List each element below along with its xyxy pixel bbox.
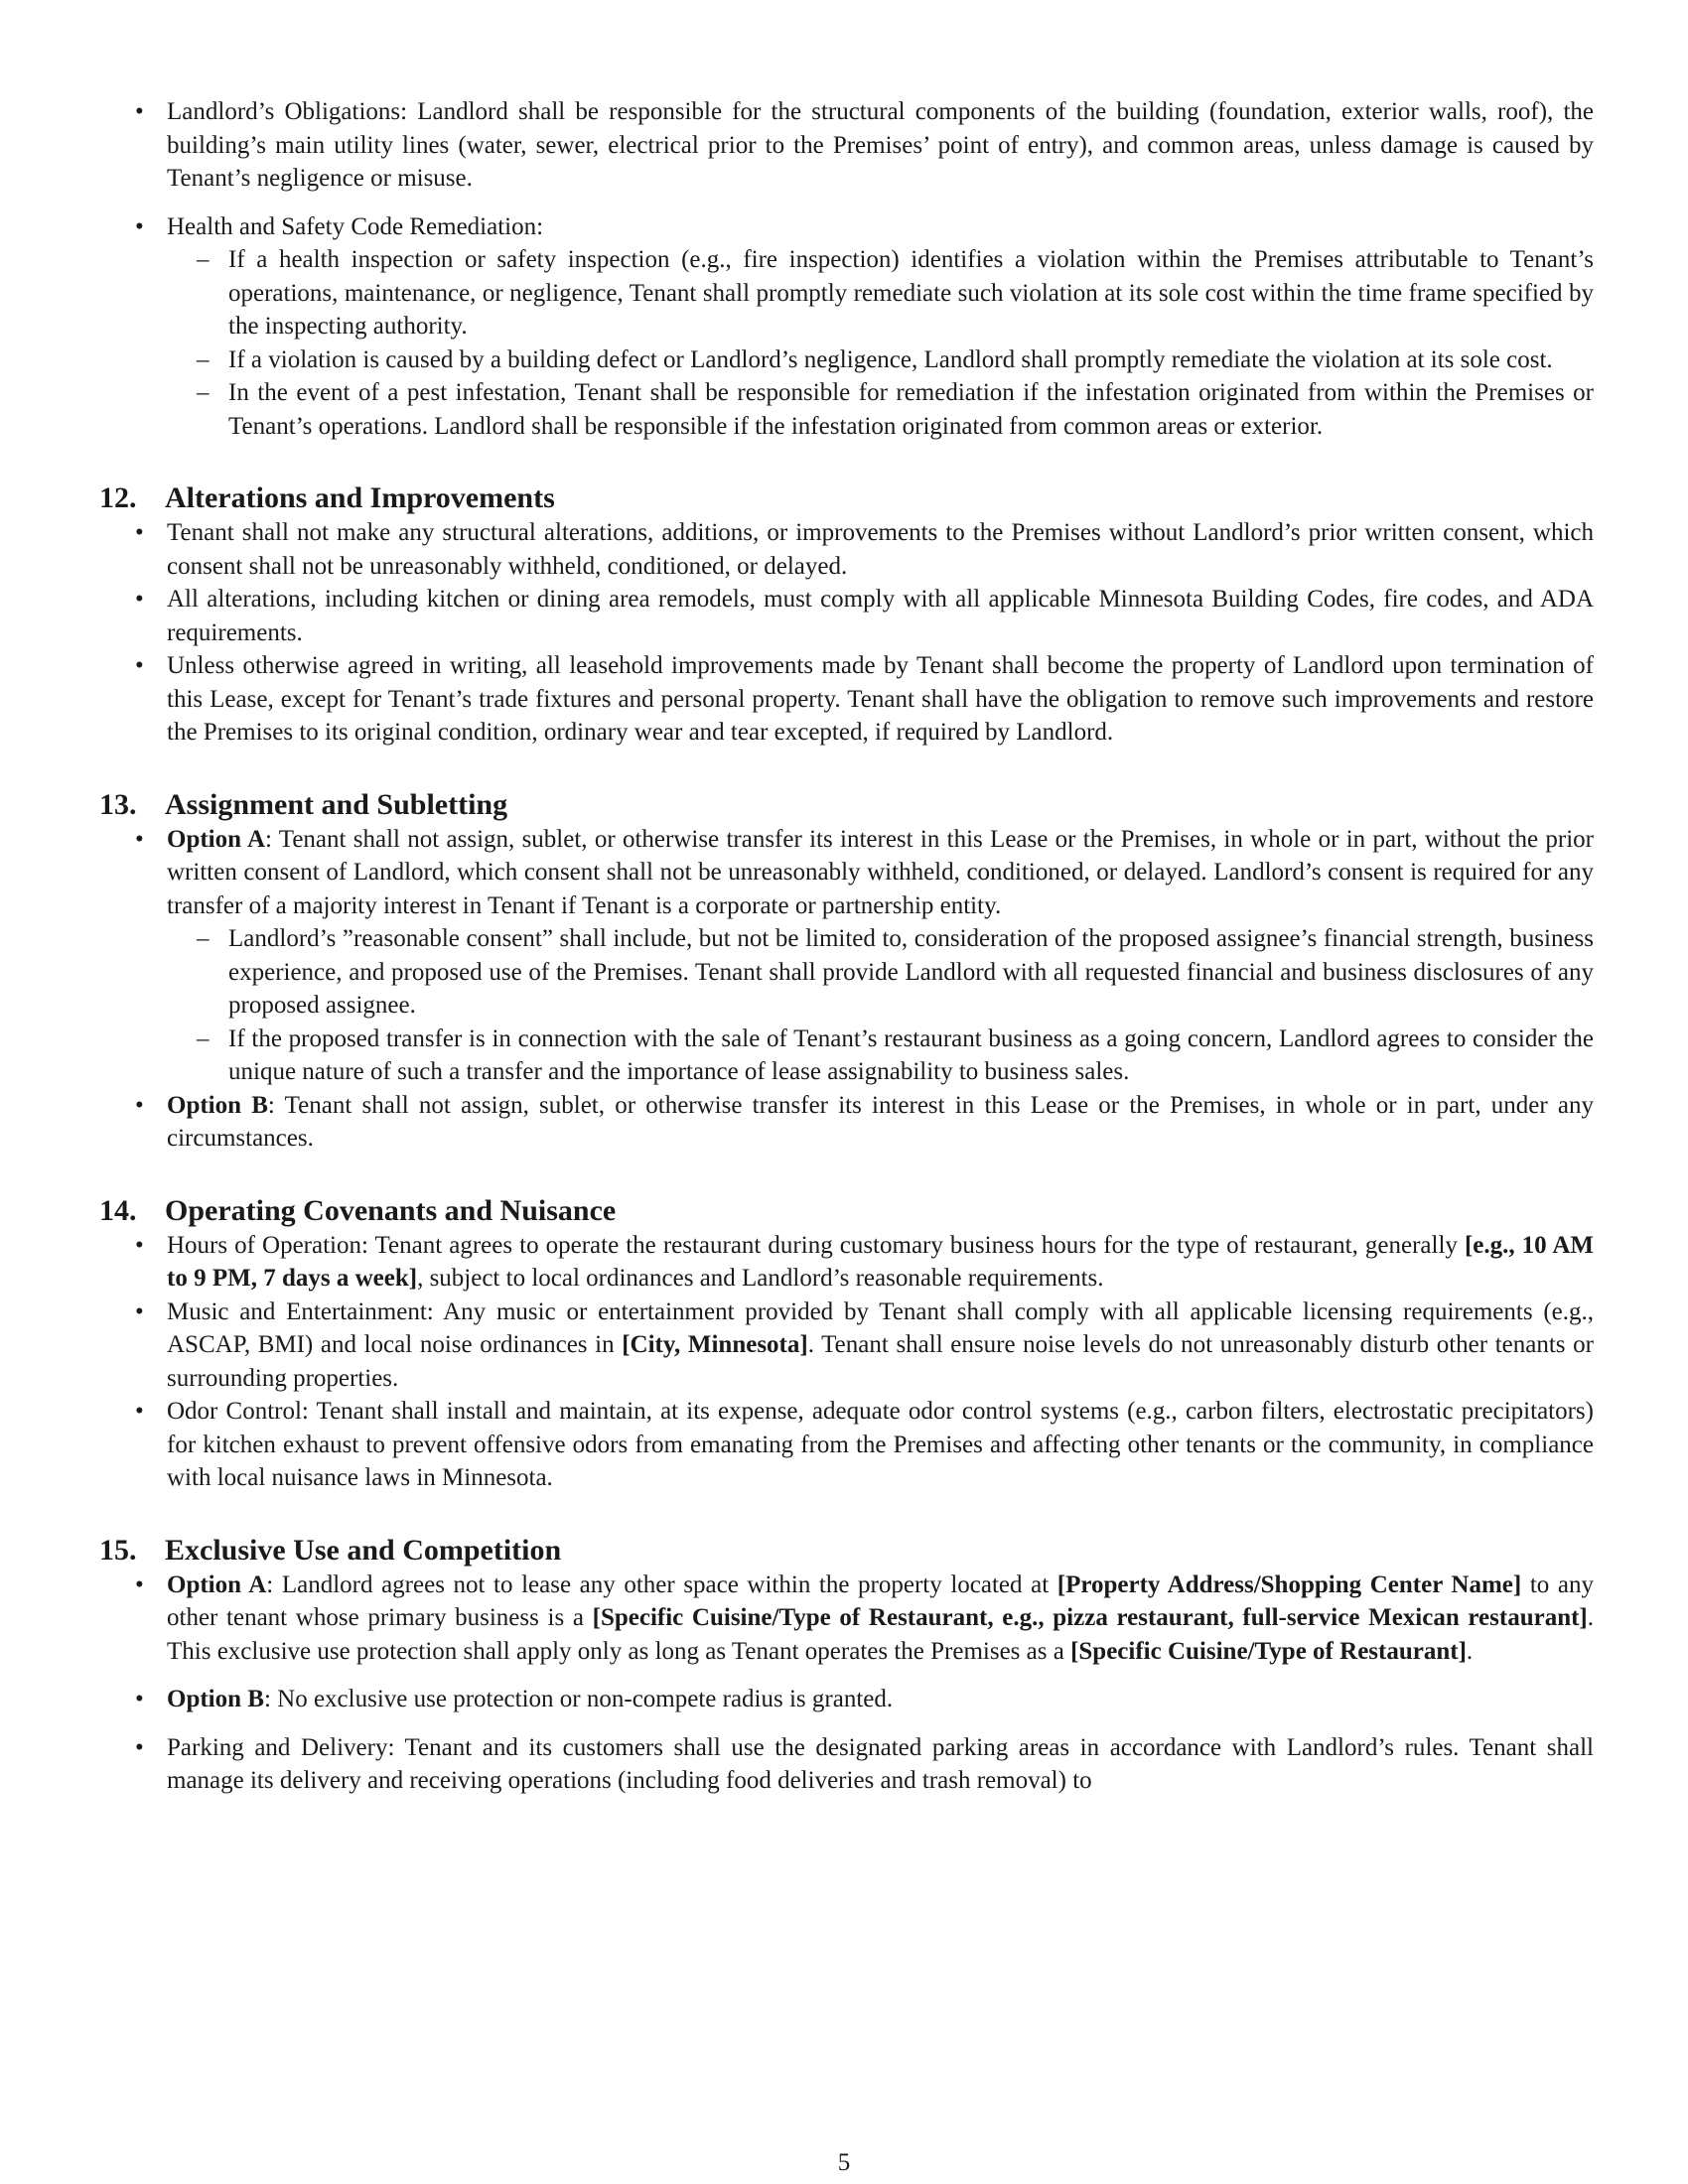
sub-list (167, 243, 1594, 443)
list-item: • Odor Control: Tenant shall install and maintain, at its expense, adequate odor control systems (e.g., carbon filters, electrostatic precipitators) for kitchen exhaust to prevent offensive odors from emanating from the Premises and affecting other tenants or the community, in compliance with local nuisance laws in Minnesota. (99, 1395, 1594, 1495)
section-heading: 15. Exclusive Use and Competition (99, 1533, 562, 1567)
section-heading: 12. Alterations and Improvements (99, 481, 555, 514)
section-heading: 13. Assignment and Subletting (99, 787, 508, 821)
section-15 (99, 1533, 1594, 1798)
option-label: Option B (167, 1091, 268, 1119)
list-item: • Option A: Tenant shall not assign, sublet, or otherwise transfer its interest in this Lease or the Premises, in whole or in part, without the prior written consent of Landlord, which consent shall not be unreasonably withheld, conditioned, or delayed. Landlord’s consent is required for any transfer of a majority interest in Tenant if Tenant is a corporate or partnership entity. – Landlord’s ”reasonable consent” shall include, but not be limited to, consideration of the proposed assignee’s financial strength, business experience, and proposed use of the Premises. Tenant shall provide Landlord with all requested financial and business disclosures of any proposed assignee. – If the proposed transfer is in connection with the sale of Tenant’s restaurant business as a going concern, Landlord agrees to consider the unique nature of such a transfer and the importance of lease assignability to business sales. (99, 823, 1594, 1089)
option-label: Option B (167, 1686, 264, 1712)
sub-list (167, 922, 1594, 1089)
list-item: • Parking and Delivery: Tenant and its customers shall use the designated parking areas in accordance with Landlord’s rules. Tenant shall manage its delivery and receiving operations (including food deliveries and trash removal) to (99, 1731, 1594, 1798)
sub-list-item: – If the proposed transfer is in connection with the sale of Tenant’s restaurant business as a going concern, Landlord agrees to consider the unique nature of such a transfer and the importance of lease assignability to business sales. (167, 1023, 1594, 1089)
sub-list-item: – If a violation is caused by a building defect or Landlord’s negligence, Landlord shall promptly remediate the violation at its sole cost. (167, 343, 1594, 377)
list-item: • Health and Safety Code Remediation: – If a health inspection or safety inspection (e.g., fire inspection) identifies a violation within the Premises attributable to Tenant’s operations, maintenance, or negligence, Tenant shall promptly remediate such violation at its sole cost within the time frame specified by the inspecting authority. – If a violation is caused by a building defect or Landlord’s negligence, Landlord shall promptly remediate the violation at its sole cost. – In the event of a pest infestation, Tenant shall be responsible for remediation if the infestation originated from within the Premises or Tenant’s operations. Landlord shall be responsible if the infestation originated from common areas or exterior. (99, 210, 1594, 444)
option-label: Option A (167, 825, 265, 853)
list-item: • Option B: No exclusive use protection or non-compete radius is granted. (99, 1683, 1594, 1716)
section-list (99, 1569, 1594, 1798)
option-label: Option A (167, 1570, 267, 1598)
sub-list-item: – Landlord’s ”reasonable consent” shall include, but not be limited to, consideration of the proposed assignee’s financial strength, business experience, and proposed use of the Premises. Tenant shall provide Landlord with all requested financial and business disclosures of any proposed assignee. (167, 922, 1594, 1023)
section-list (99, 516, 1594, 750)
list-item: • Landlord’s Obligations: Landlord shall be responsible for the structural components of the building (foundation, exterior walls, roof), the building’s main utility lines (water, sewer, electrical prior to the Premises’ point of entry), and common areas, unless damage is caused by Tenant’s negligence or misuse. (99, 95, 1594, 196)
list-item: • Unless otherwise agreed in writing, all leasehold improvements made by Tenant shall become the property of Landlord upon termination of this Lease, except for Tenant’s trade fixtures and personal property. Tenant shall have the obligation to remove such improvements and restore the Premises to its original condition, ordinary wear and tear excepted, if required by Landlord. (99, 649, 1594, 750)
list-item: • Hours of Operation: Tenant agrees to operate the restaurant during customary business hours for the type of restaurant, generally [e.g., 10 AM to 9 PM, 7 days a week], subject to local ordinances and Landlord’s reasonable requirements. (99, 1229, 1594, 1296)
list-item: • Tenant shall not make any structural alterations, additions, or improvements to the Premises without Landlord’s prior written consent, which consent shall not be unreasonably withheld, conditioned, or delayed. (99, 516, 1594, 583)
sub-list-item: – If a health inspection or safety inspection (e.g., fire inspection) identifies a violation within the Premises attributable to Tenant’s operations, maintenance, or negligence, Tenant shall promptly remediate such violation at its sole cost within the time frame specified by the inspecting authority. (167, 243, 1594, 343)
document-page (99, 95, 1594, 1798)
section-12 (99, 480, 1594, 750)
list-item: • Option B: Tenant shall not assign, sublet, or otherwise transfer its interest in this Lease or the Premises, in whole or in part, under any circumstances. (99, 1089, 1594, 1156)
section-14 (99, 1193, 1594, 1495)
list-item: • Option A: Landlord agrees not to lease any other space within the property located at [Property Address/Shopping Center Name] to any other tenant whose primary business is a [Specific Cuisine/Type of Restaurant, e.g., pizza restaurant, full-service Mexican restaurant]. This exclusive use protection shall apply only as long as Tenant operates the Premises as a [Specific Cuisine/Type of Restaurant]. (99, 1569, 1594, 1669)
list-item: • Music and Entertainment: Any music or entertainment provided by Tenant shall comply with all applicable licensing requirements (e.g., ASCAP, BMI) and local noise ordinances in [City, Minnesota]. Tenant shall ensure noise levels do not unreasonably disturb other tenants or surrounding properties. (99, 1296, 1594, 1396)
section-heading: 14. Operating Covenants and Nuisance (99, 1193, 617, 1227)
section-13 (99, 787, 1594, 1156)
page-number: 5 (837, 2149, 851, 2176)
continued-list (99, 95, 1594, 443)
section-list (99, 1229, 1594, 1495)
list-item: • All alterations, including kitchen or dining area remodels, must comply with all applicable Minnesota Building Codes, fire codes, and ADA requirements. (99, 583, 1594, 649)
section-list (99, 823, 1594, 1156)
sub-list-item: – In the event of a pest infestation, Tenant shall be responsible for remediation if the infestation originated from within the Premises or Tenant’s operations. Landlord shall be responsible if the infestation originated from common areas or exterior. (167, 376, 1594, 443)
